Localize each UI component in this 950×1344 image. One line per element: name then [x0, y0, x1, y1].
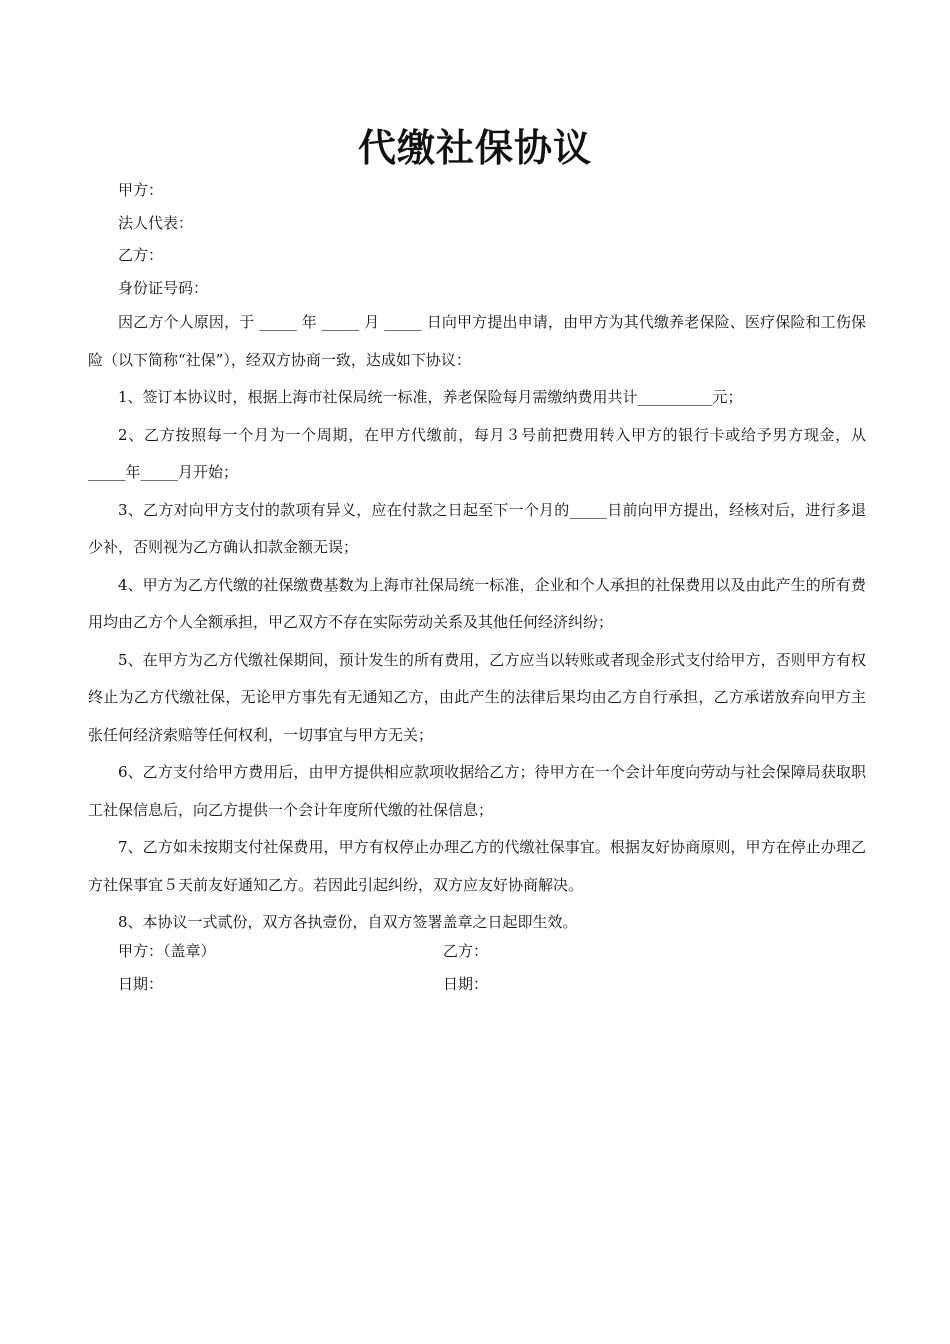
party-b-field: 乙方：: [118, 246, 164, 264]
signature-row: [118, 935, 858, 968]
clause-1: 1、签订本协议时，根据上海市社保局统一标准，养老保险每月需缴纳费用共计__________元；: [118, 388, 743, 406]
date-row: [118, 968, 858, 1001]
document-title: 代缴社保协议: [357, 126, 592, 170]
document-body: [88, 174, 866, 942]
id-number-field: 身份证号码：: [118, 278, 209, 297]
signature-block: [118, 935, 858, 1001]
clause-7: 7、乙方如未按期支付社保费用，甲方有权停止办理乙方的代缴社保事宜。根据友好协商原则，甲方在停止办理乙方社保事宜５天前友好通知乙方。若因此引起纠纷，双方应友好协商解决。: [88, 838, 866, 894]
clause-5: 5、在甲方为乙方代缴社保期间，预计发生的所有费用，乙方应当以转账或者现金形式支付给甲方，否则甲方有权终止为乙方代缴社保，无论甲方事先有无通知乙方，由此产生的法律后果均由乙方自行承担，乙方承诺放弃向甲方主张任何经济索赔等任何权利，一切事宜与甲方无关；: [88, 650, 866, 744]
preamble-paragraph: 因乙方个人原因，于 _____ 年 _____ 月 _____ 日向甲方提出申请，由甲方为其代缴养老保险、医疗保险和工伤保险（以下简称“社保”），经双方协商一致，达成如下协议：: [88, 313, 866, 369]
clause-8: 8、本协议一式贰份，双方各执壹份，自双方签署盖章之日起即生效。: [118, 913, 578, 931]
clause-2: 2、乙方按照每一个月为一个周期，在甲方代缴前，每月３号前把费用转入甲方的银行卡或给予男方现金，从_____年_____月开始；: [88, 425, 866, 481]
party-a-date-label: 日期：: [118, 975, 164, 993]
party-b-sign-label: 乙方：: [443, 942, 489, 960]
clause-6: 6、乙方支付给甲方费用后，由甲方提供相应款项收据给乙方；待甲方在一个会计年度向劳动与社会保障局获取职工社保信息后，向乙方提供一个会计年度所代缴的社保信息；: [88, 763, 866, 819]
legal-representative-field: 法人代表：: [118, 213, 194, 232]
clause-4: 4、甲方为乙方代缴的社保缴费基数为上海市社保局统一标准，企业和个人承担的社保费用以及由此产生的所有费用均由乙方个人全额承担，甲乙双方不存在实际劳动关系及其他任何经济纠纷；: [88, 575, 866, 631]
party-b-date-label: 日期：: [443, 975, 489, 993]
clause-3: 3、乙方对向甲方支付的款项有异义，应在付款之日起至下一个月的_____日前向甲方提出，经核对后，进行多退少补，否则视为乙方确认扣款金额无误；: [88, 500, 866, 556]
party-a-field: 甲方：: [118, 181, 164, 199]
party-a-seal-label: 甲方：（盖章）: [118, 942, 216, 960]
